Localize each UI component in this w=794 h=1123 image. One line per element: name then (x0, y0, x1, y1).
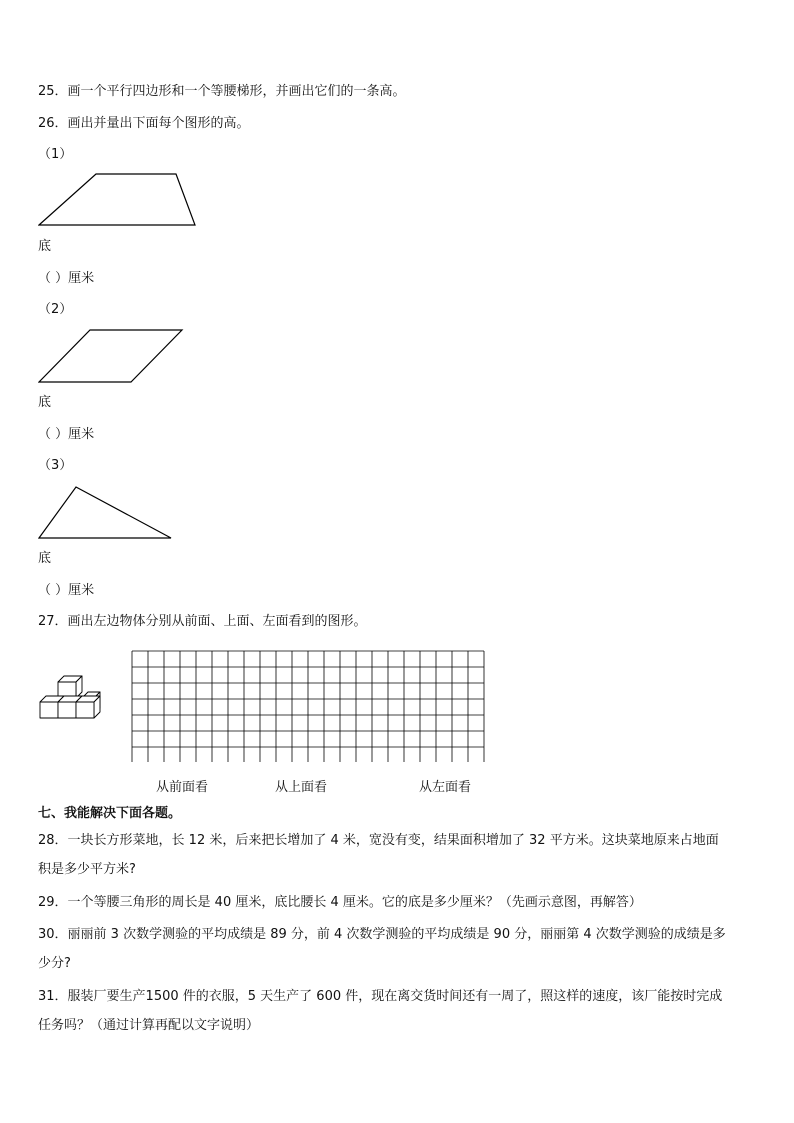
view-label-front: 从前面看 (156, 780, 209, 795)
trapezoid-figure (38, 170, 198, 230)
sub-item-2-base: 底 (38, 395, 52, 410)
sub-item-2-answer[interactable]: （ ）厘米 (38, 427, 95, 442)
question-28-line-1: 28．一块长方形菜地，长 12 米，后来把长增加了 4 米，宽没有变，结果面积增加了 32 平方米。这块菜地原来占地面 (38, 833, 719, 848)
view-label-top: 从上面看 (275, 780, 328, 795)
parallelogram-figure (38, 327, 188, 385)
sub-item-3-answer[interactable]: （ ）厘米 (38, 583, 95, 598)
sub-item-3-base: 底 (38, 551, 52, 566)
triangle-figure (38, 484, 176, 542)
question-30-line-1: 30．丽丽前 3 次数学测验的平均成绩是 89 分，前 4 次数学测验的平均成绩是 90 分，丽丽第 4 次数学测验的成绩是多 (38, 927, 726, 942)
sub-item-1-base: 底 (38, 239, 52, 254)
triangle-shape (39, 487, 171, 538)
question-30-line-2: 少分? (38, 956, 71, 971)
question-31-line-2: 任务吗？（通过计算再配以文字说明） (38, 1018, 260, 1033)
sub-item-1-answer[interactable]: （ ）厘米 (38, 271, 95, 286)
question-25: 25．画一个平行四边形和一个等腰梯形，并画出它们的一条高。 (38, 84, 406, 99)
question-27: 27．画出左边物体分别从前面、上面、左面看到的图形。 (38, 614, 367, 629)
trapezoid-shape (39, 174, 195, 225)
cube-stack-figure (38, 672, 102, 720)
question-31-line-1: 31．服装厂要生产1500 件的衣服，5 天生产了 600 件，现在离交货时间还有一周了，照这样的速度，该厂能按时完成 (38, 989, 723, 1004)
drawing-grid[interactable] (131, 650, 486, 766)
grid-lines (131, 650, 486, 762)
question-29: 29．一个等腰三角形的周长是 40 厘米，底比腰长 4 厘米。它的底是多少厘米？（先画示意图，再解答） (38, 895, 642, 910)
parallelogram-shape (39, 330, 182, 382)
question-26: 26．画出并量出下面每个图形的高。 (38, 116, 250, 131)
view-label-left: 从左面看 (419, 780, 472, 795)
section-title: 七、我能解决下面各题。 (38, 806, 182, 821)
sub-item-2-number: （2） (38, 302, 73, 317)
sub-item-3-number: （3） (38, 458, 73, 473)
sub-item-1-number: （1） (38, 147, 73, 162)
question-28-line-2: 积是多少平方米? (38, 862, 136, 877)
